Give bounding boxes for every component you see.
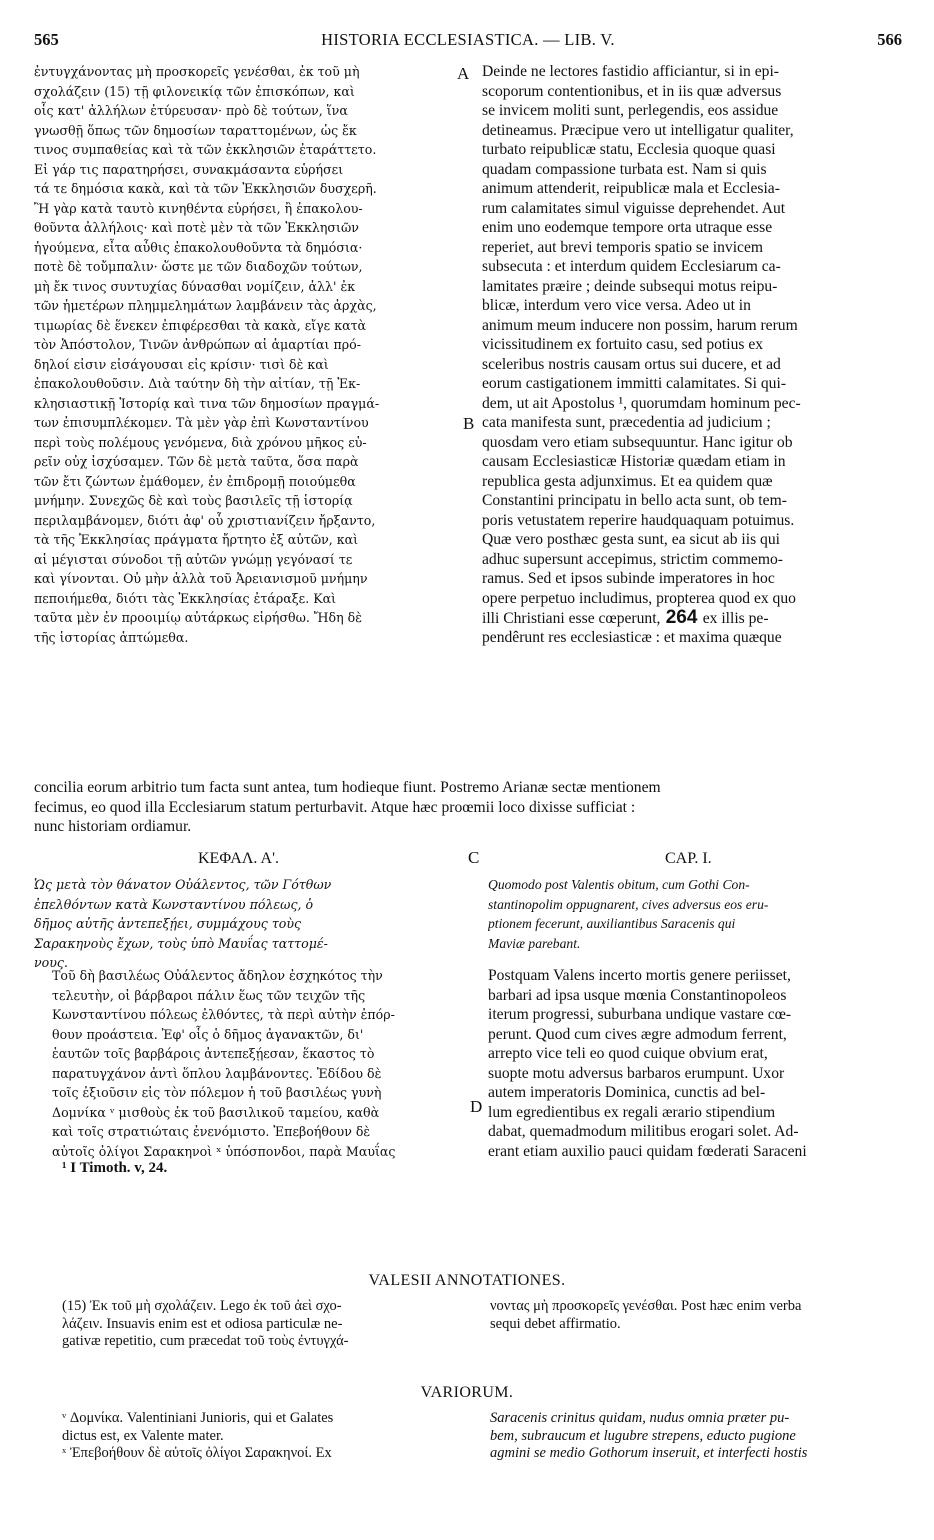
- latin-text-line: quosdam vero etiam subsequuntur. Hanc igitur ob: [482, 433, 793, 451]
- greek-chapter-line: Τοῦ δὴ βασιλέως Οὐάλεντος ἄδηλον ἐσχηκότος τὴν: [52, 968, 383, 983]
- latin-summary-line: Maviæ parebant.: [488, 935, 581, 951]
- greek-text-line: ταῦτα μὲν ἐν προοιμίῳ αὐτάρκως εἰρήσθω. Ἤδη δὲ: [34, 610, 362, 625]
- valesii-notes-left: [62, 1298, 472, 1351]
- chapter-summary-greek: [34, 876, 470, 974]
- annotation-line: sequi debet affirmatio.: [490, 1315, 621, 1332]
- greek-text-line: μὴ ἔκ τινος συντυχίας δύνασθαι νομίζειν, ἀλλ' ἐκ: [34, 278, 356, 294]
- greek-text-line: Εἰ γάρ τις παρατηρήσει, συνακμάσαντα εὑρήσει: [34, 161, 344, 177]
- latin-text-line: enim uno eodemque tempore orta utraque esse: [482, 219, 773, 236]
- running-title: HISTORIA ECCLESIASTICA. — LIB. V.: [321, 30, 615, 49]
- annotation-line: νοντας μὴ προσκορεῖς γενέσθαι. Post hæc enim verba: [490, 1298, 802, 1314]
- latin-text-line: pendêrunt res ecclesiasticæ : et maxima quæque: [482, 628, 782, 646]
- margin-letter-d: D: [470, 1097, 483, 1116]
- latin-chapter-line: lum egredientibus ex regali ærario stipendium: [488, 1103, 776, 1121]
- greek-chapter-line: αὐτοῖς ὀλίγοι Σαρακηνοὶ ˣ ὑπόσπονδοι, παρὰ Μαυΐας: [52, 1143, 396, 1159]
- latin-summary-line: Quomodo post Valentis obitum, cum Gothi Con-: [488, 877, 750, 892]
- latin-text-line: vicissitudinem ex fortuito casu, sed potius ex: [482, 336, 764, 353]
- annotation-line: Saracenis crinitus quidam, nudus omnia præter pu-: [490, 1410, 790, 1426]
- greek-chapter-line: παρατυγχάνον ἀντὶ ὅπλου λαμβάνοντες. Ἐδίδου δὲ: [52, 1065, 382, 1081]
- chapter-text-greek: [52, 966, 470, 1161]
- greek-summary-line: νους.: [34, 955, 68, 970]
- greek-text-line: τὸν Ἀπόστολον, Τινῶν ἀνθρώπων αἱ ἁμαρτίαι πρό-: [34, 337, 361, 352]
- latin-text-line: detineamus. Præcipue vero ut intelligatur qualiter,: [482, 121, 794, 139]
- chapter-title-greek: ΚΕΦΑΛ. Α'.: [198, 850, 279, 867]
- latin-text-line: eorum castigationem immitti calamitates. Si qui-: [482, 375, 787, 392]
- full-width-line: fecimus, eo quod illa Ecclesiarum statum perturbavit. Atque hæc proœmii loco dixisse sufficiat :: [34, 798, 636, 816]
- greek-summary-line: Σαρακηνοὺς ἔχων, τοὺς ὑπὸ Μαυΐας ταττομέ-: [34, 935, 328, 951]
- latin-text-line: causam Ecclesiasticæ Historiæ quædam etiam in: [482, 453, 786, 470]
- greek-text-line: περιλαμβάνομεν, διότι ἀφ' οὗ χριστιανίζειν ἤρξαντο,: [34, 512, 376, 528]
- latin-text-line: scoporum contentionibus, et in iis quæ adversus: [482, 82, 782, 100]
- annotation-line: bem, subraucum et lugubre strepens, educto pugione: [490, 1427, 796, 1444]
- page-marker: 264: [660, 607, 703, 628]
- variorum-notes-left: [62, 1410, 472, 1463]
- greek-text-line: καὶ γίνονται. Οὐ μὴν ἀλλὰ τοῦ Ἀρειανισμοῦ μνήμην: [34, 571, 368, 586]
- greek-text-line: θοῦντα ἀλλήλοις· καὶ ποτὲ μὲν τὰ τῶν Ἐκκλησιῶν: [34, 220, 359, 235]
- latin-text-line: illi Christiani esse cœperunt, 264 ex illis pe-: [482, 607, 769, 628]
- latin-text-line: adhuc supersunt accepimus, strictim commemo-: [482, 550, 783, 568]
- latin-text-line: opere perpetuo includimus, propterea quod ex quo: [482, 589, 796, 607]
- greek-chapter-line: ἑαυτῶν τοῖς βαρβάροις ἀντεπεξῄεσαν, ἕκαστος τὸ: [52, 1046, 375, 1061]
- latin-chapter-line: perunt. Quod cum cives ægre admodum ferrent,: [488, 1025, 787, 1043]
- greek-text-line: γνωσθῇ ὅπως τῶν δημοσίων ταραττομένων, ὡς ἔκ: [34, 122, 357, 138]
- greek-chapter-line: τελευτὴν, οἱ βάρβαροι πάλιν ἕως τῶν τειχῶν τῆς: [52, 987, 366, 1003]
- latin-summary-line: stantinopolim oppugnarent, cives adversus eos eru-: [488, 896, 769, 912]
- greek-text-line: τινος συμπαθείας καὶ τὰ τῶν ἐκκλησιῶν ἐταράττετο.: [34, 142, 377, 157]
- latin-text-line: subsecuta : et interdum quidem Ecclesiarum ca-: [482, 258, 781, 275]
- latin-chapter-line: iterum progressi, suburbana undique vastare cœ-: [488, 1006, 792, 1023]
- latin-text-line: rum calamitates simul viguisse deprehendet. Aut: [482, 199, 786, 217]
- greek-text-line: των ἐπισυμπλέκομεν. Τὰ μὲν γὰρ ἐπὶ Κωνσταντίνου: [34, 415, 369, 430]
- greek-chapter-line: Δομνίκα ᵛ μισθοὺς ἐκ τοῦ βασιλικοῦ ταμείου, καθὰ: [52, 1104, 380, 1120]
- greek-text-line: κλησιαστικῇ Ἱστορίᾳ καὶ τινα τῶν δημοσίων πραγμά-: [34, 395, 380, 411]
- latin-text-line: se invicem moliti sunt, perlegendis, eos assidue: [482, 102, 779, 119]
- greek-text-line: ποτὲ δὲ τοὔμπαλιν· ὥστε με τῶν διαδοχῶν τούτων,: [34, 259, 363, 274]
- latin-text-line: Quæ vero posthæc gesta sunt, ea sicut ab iis qui: [482, 531, 780, 548]
- latin-text-column: [482, 62, 904, 647]
- latin-text-line: Deinde ne lectores fastidio afficiantur, si in epi-: [482, 63, 779, 80]
- latin-chapter-line: arrepto vice teli eo quod cuique obvium erat,: [488, 1045, 768, 1062]
- greek-text-line: τῶν ἡμετέρων πλημμελημάτων λαμβάνειν τὰς ἀρχὰς,: [34, 298, 377, 313]
- latin-summary-line: ptionem fecerunt, auxiliantibus Saracenis qui: [488, 916, 736, 931]
- latin-text-line: animum meum inducere non possim, harum rerum: [482, 316, 798, 334]
- latin-text-line: reperiet, aut brevi temporis spatio se invicem: [482, 238, 764, 256]
- greek-text-line: αἱ μέγισται σύνοδοι τῇ αὐτῶν γνώμῃ γεγόνασί τε: [34, 551, 353, 567]
- greek-text-column: [34, 62, 470, 647]
- greek-summary-line: Ὡς μετὰ τὸν θάνατον Οὐάλεντος, τῶν Γότθων: [34, 877, 332, 892]
- latin-chapter-line: dabat, quemadmodum militibus erogari solet. Ad-: [488, 1123, 799, 1140]
- chapter-summary-latin: [488, 876, 904, 954]
- latin-chapter-line: autem imperatoris Dominica, cunctis ad bel-: [488, 1084, 766, 1101]
- latin-text-line: ramus. Sed et ipsos subinde imperatores in hoc: [482, 570, 775, 587]
- page-number-left: 565: [34, 30, 59, 49]
- latin-chapter-line: barbari ad ipsa usque mœnia Constantinopoleos: [488, 986, 787, 1004]
- greek-summary-line: ἐπελθόντων κατὰ Κωνσταντίνου πόλεως, ὁ: [34, 896, 314, 912]
- greek-text-line: Ἢ γὰρ κατὰ ταυτὸ κινηθέντα εὑρήσει, ἢ ἐπακολου-: [34, 200, 363, 216]
- greek-chapter-line: Κωνσταντίνου πόλεως ἐλθόντες, τὰ περὶ αὐτὴν ἐπόρ-: [52, 1007, 395, 1022]
- greek-text-line: ἐπακολουθοῦσιν. Διὰ ταύτην δὴ τὴν αἰτίαν, τῇ Ἐκ-: [34, 376, 361, 391]
- latin-text-line: Constantini principatu in bello acta sunt, ob tem-: [482, 492, 787, 509]
- annotation-line: agmini se medio Gothorum inseruit, et interfecti hostis: [490, 1445, 808, 1461]
- latin-text-line: poris vetustatem reperire haudquaquam potuimus.: [482, 511, 795, 529]
- chapter-text-latin: [488, 966, 904, 1161]
- greek-text-line: τὰ τῆς Ἐκκλησίας πράγματα ἤρτητο ἐξ αὐτῶν, καὶ: [34, 532, 359, 547]
- latin-text-line: turbato reipublicæ statu, Ecclesia quoque quasi: [482, 141, 776, 158]
- latin-text-line: animum attenderit, reipublicæ mala et Ecclesia-: [482, 180, 780, 197]
- latin-text-line: lamitates præire ; deinde subsequi motus reipu-: [482, 277, 778, 295]
- greek-text-line: σχολάζειν (15) τῇ φιλονεικίᾳ τῶν ἐπισκόπων, καὶ: [34, 83, 355, 99]
- annotation-line: gativæ repetitio, cum præcedat τοῦ τοὺς ἐντυγχά-: [62, 1333, 349, 1349]
- greek-text-line: τῆς ἱστορίας ἁπτώμεθα.: [34, 629, 189, 645]
- margin-letter-a: A: [457, 64, 470, 83]
- greek-text-line: πεποιήμεθα, διότι τὰς Ἐκκλησίας ἐτάραξε. Καὶ: [34, 590, 337, 606]
- margin-letter-c: C: [468, 848, 480, 867]
- margin-letter-b: B: [463, 414, 475, 433]
- full-width-line: nunc historiam ordiamur.: [34, 818, 192, 835]
- latin-text-line: sceleribus nostris causam ortus sui ducere, et ad: [482, 355, 781, 373]
- greek-text-line: μνήμην. Συνεχῶς δὲ καὶ τοὺς βασιλεῖς τῇ ἱστορίᾳ: [34, 493, 353, 508]
- greek-chapter-line: καὶ τοῖς στρατιώταις ἐνενόμιστο. Ἐπεβοήθουν δὲ: [52, 1124, 371, 1139]
- annotation-line: dictus est, ex Valente mater.: [62, 1427, 224, 1444]
- valesii-notes-right: [490, 1298, 904, 1333]
- annotation-line: ˣ Ἐπεβοήθουν δὲ αὐτοῖς ὀλίγοι Σαρακηνοί. Ex: [62, 1445, 332, 1461]
- greek-text-line: ἡγούμενα, εἶτα αὖθις ἐπακολουθοῦντα τὰ δημόσια·: [34, 239, 363, 255]
- annotation-line: ᵛ Δομνίκα. Valentiniani Junioris, qui et Galates: [62, 1410, 334, 1426]
- latin-text-line: blicæ, interdum vero vice versa. Adeo ut in: [482, 297, 751, 314]
- latin-chapter-line: Postquam Valens incerto mortis genere periisset,: [488, 967, 791, 984]
- greek-chapter-line: θουν προάστεια. Ἐφ' οἷς ὁ δῆμος ἀγανακτῶν, δι': [52, 1026, 364, 1042]
- greek-text-line: περὶ τοὺς πολέμους γενόμενα, διὰ χρόνου μῆκος εὑ-: [34, 434, 367, 450]
- greek-text-line: τιμωρίας δὲ ἕνεκεν ἐπιφέρεσθαι τὰ κακὰ, εἴγε κατὰ: [34, 317, 367, 333]
- full-width-line: concilia eorum arbitrio tum facta sunt antea, tum hodieque fiunt. Postremo Arianæ sectæ mentionem: [34, 779, 661, 796]
- latin-text-line: quadam compassione turbata est. Nam si quis: [482, 160, 767, 178]
- latin-text-line: cata manifesta sunt, præcedentia ad judicium ;: [482, 414, 771, 431]
- greek-text-line: οἷς κατ' ἀλλήλων ἐτύρευσαν· πρὸ δὲ τούτων, ἵνα: [34, 103, 348, 118]
- latin-chapter-line: suopte motu adversus barbaros erumpunt. Uxor: [488, 1064, 785, 1082]
- greek-chapter-line: τοῖς ἐξιοῦσιν εἰς τὸν πόλεμον ἡ τοῦ βασιλέως γυνὴ: [52, 1085, 382, 1100]
- latin-chapter-line: erant etiam auxilio pauci quidam fœderati Saraceni: [488, 1142, 807, 1160]
- greek-summary-line: δῆμος αὐτῆς ἀντεπεξῄει, συμμάχους τοὺς: [34, 916, 302, 931]
- greek-text-line: ἐντυγχάνοντας μὴ προσκορεῖς γενέσθαι, ἐκ τοῦ μὴ: [34, 64, 360, 79]
- variorum-notes-right: [490, 1410, 904, 1463]
- annotation-line: (15) Ἐκ τοῦ μὴ σχολάζειν. Lego ἐκ τοῦ ἀεὶ σχο-: [62, 1298, 342, 1314]
- annotation-line: λάζειν. Insuavis enim est et odiosa particulæ ne-: [62, 1315, 343, 1332]
- footnote: ¹ I Timoth. v, 24.: [62, 1160, 168, 1176]
- page-number-right: 566: [877, 30, 902, 49]
- latin-text-fragment: ex illis pe-: [702, 610, 769, 627]
- greek-text-line: δηλοί εἰσιν εἰσάγουσαι εἰς κρίσιν· τισὶ δὲ καὶ: [34, 356, 329, 372]
- valesii-title: VALESII ANNOTATIONES.: [368, 1272, 566, 1289]
- chapter-title-latin: CAP. I.: [665, 850, 712, 867]
- greek-text-line: ρεῖν οὐχ ἰσχύσαμεν. Τῶν δὲ μετὰ ταῦτα, ὅσα παρὰ: [34, 454, 359, 469]
- variorum-title: VARIORUM.: [420, 1384, 514, 1401]
- full-width-text: [34, 778, 902, 837]
- running-header: [34, 30, 902, 52]
- latin-text-line: dem, ut ait Apostolus ¹, quorumdam hominum pec-: [482, 394, 801, 412]
- greek-text-line: τά τε δημόσια κακὰ, καὶ τὰ τῶν Ἐκκλησιῶν δυσχερῆ.: [34, 181, 377, 196]
- greek-text-line: τῶν ἔτι ζώντων ἐμάθομεν, ἐν ἐπιδρομῇ ποιούμεθα: [34, 473, 356, 489]
- latin-text-line: republica gesta adjunximus. Et ea quidem quæ: [482, 472, 773, 490]
